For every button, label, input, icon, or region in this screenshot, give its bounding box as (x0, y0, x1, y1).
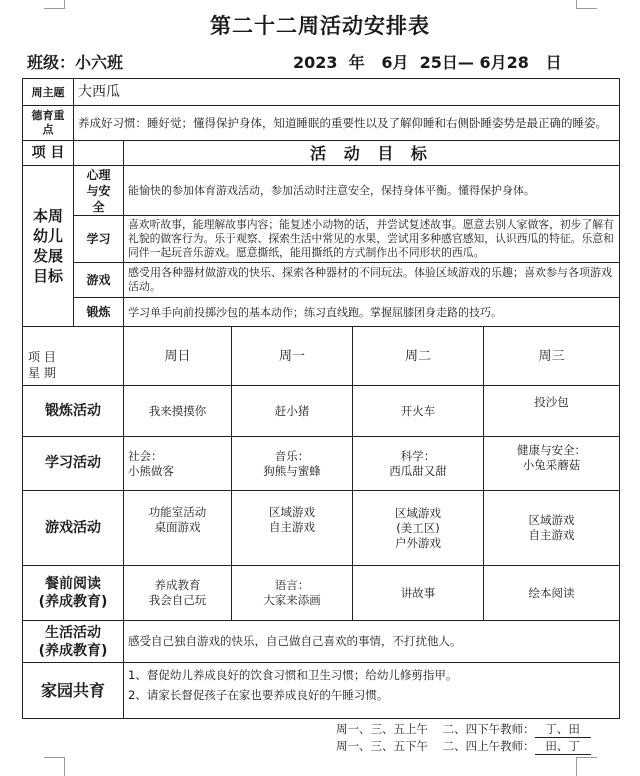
schedule-cell: 绘本阅读 (484, 566, 620, 621)
goal-area: 学习 (74, 216, 124, 263)
goals-section-label: 本周幼儿发展目标 (23, 166, 74, 327)
schedule-cell: 投沙包 (484, 386, 620, 437)
day-header: 周日 (124, 327, 232, 386)
schedule-cell: 语言： 大家来添画 (232, 566, 353, 621)
goal-text: 能愉快的参加体育游戏活动，参加活动时注意安全，保持身体平衡。懂得保护身体。 (124, 166, 620, 216)
schedule-cell: 功能室活动 桌面游戏 (124, 491, 232, 566)
moral-label: 德育重点 (23, 106, 74, 141)
crop-mark-top-left (44, 0, 65, 9)
home-item: 1、督促幼儿养成良好的饮食习惯和卫生习惯；给幼儿修剪指甲。 (128, 668, 458, 682)
date-range: 2023 年 6月 25日— 6月28 日 (293, 53, 562, 72)
goal-text: 感受用各种器材做游戏的快乐、探索各种器材的不同玩法。体验区域游戏的乐趣；喜欢参与各项游戏活动。 (124, 263, 620, 298)
moral-row (23, 106, 620, 141)
goal-row (23, 166, 620, 216)
corner-header-top: 项 目 (28, 350, 56, 364)
goal-row (23, 298, 620, 327)
day-header: 周三 (484, 327, 620, 386)
schedule-cell: 讲故事 (353, 566, 484, 621)
goal-area: 锻炼 (74, 298, 124, 327)
schedule-cell: 音乐： 狗熊与蜜蜂 (232, 437, 353, 491)
schedule-cell: 赶小猪 (232, 386, 353, 437)
schedule-cell: 科学： 西瓜甜又甜 (353, 437, 484, 491)
schedule-row (23, 437, 620, 491)
home-row (23, 663, 620, 719)
footer-schedule-2: 周一、三、五下午 二、四上午教师： (336, 739, 535, 753)
theme-row (23, 79, 620, 106)
footer-line-2 (336, 738, 591, 755)
goal-row (23, 263, 620, 298)
day-header-row (23, 327, 620, 386)
row-label: 餐前阅读 (养成教育) (23, 566, 124, 621)
schedule-cell: 我来摸摸你 (124, 386, 232, 437)
home-item: 2、请家长督促孩子在家也要养成良好的午睡习惯。 (128, 688, 389, 702)
footer-schedule-1: 周一、三、五上午 二、四下午教师： (336, 722, 535, 736)
moral-value: 养成好习惯：睡好觉；懂得保护身体，知道睡眠的重要性以及了解仰睡和右侧卧睡姿势是最正确的睡姿。 (74, 106, 620, 141)
goals-header-row (23, 141, 620, 166)
corner-header-bottom: 星 期 (28, 366, 56, 380)
class-label: 班级：小六班 (27, 53, 124, 72)
corner-header (23, 327, 124, 386)
day-header: 周二 (353, 327, 484, 386)
row-label: 学习活动 (23, 437, 124, 491)
theme-label: 周主题 (23, 79, 74, 106)
goal-text: 学习单手向前投掷沙包的基本动作；练习直线跑。掌握屈膝团身走路的技巧。 (124, 298, 620, 327)
goals-heading: 活 动 目 标 (124, 141, 620, 166)
schedule-cell: 社会： 小熊做客 (124, 437, 232, 491)
schedule-cell: 区域游戏 自主游戏 (232, 491, 353, 566)
day-header: 周一 (232, 327, 353, 386)
crop-mark-top-right (576, 0, 597, 9)
document-title: 第二十二周活动安排表 (210, 14, 430, 38)
crop-mark-bottom-right (576, 757, 597, 776)
teacher-names-2: 田、丁 (535, 738, 591, 755)
theme-value: 大西瓜 (74, 79, 620, 106)
goal-area: 心理与安全 (74, 166, 124, 216)
item-label: 项 目 (23, 141, 74, 166)
schedule-cell: 开火车 (353, 386, 484, 437)
schedule-cell: 健康与安全： 小兔采蘑菇 (484, 437, 620, 491)
life-label: 生活活动 (养成教育) (23, 621, 124, 663)
goal-area: 游戏 (74, 263, 124, 298)
life-row (23, 621, 620, 663)
schedule-cell: 养成教育 我会自己玩 (124, 566, 232, 621)
goal-text: 喜欢听故事，能理解故事内容；能复述小动物的话，并尝试复述故事。愿意去别人家做客，初步了解有礼貌的做客行为。乐于观察、探索生活中常见的水果，尝试用多种感官感知，认识西瓜的特征。乐意和同伴一起玩音乐游戏。愿意撕纸，能用撕纸的方式制作出不同形状的西瓜。 (124, 216, 620, 263)
life-text: 感受自己独自游戏的快乐，自己做自己喜欢的事情，不打扰他人。 (124, 621, 620, 663)
schedule-row (23, 491, 620, 566)
schedule-cell: 区域游戏 (美工区) 户外游戏 (353, 491, 484, 566)
home-items (124, 663, 620, 719)
goal-row (23, 216, 620, 263)
crop-mark-bottom-left (44, 757, 65, 776)
row-label: 游戏活动 (23, 491, 124, 566)
schedule-table (22, 78, 620, 719)
teacher-names-1: 丁、田 (535, 721, 591, 738)
footer-line-1 (336, 721, 591, 738)
schedule-row (23, 566, 620, 621)
empty-cell (74, 141, 124, 166)
home-label: 家园共育 (23, 663, 124, 719)
row-label: 锻炼活动 (23, 386, 124, 437)
schedule-cell: 区域游戏 自主游戏 (484, 491, 620, 566)
schedule-row (23, 386, 620, 437)
